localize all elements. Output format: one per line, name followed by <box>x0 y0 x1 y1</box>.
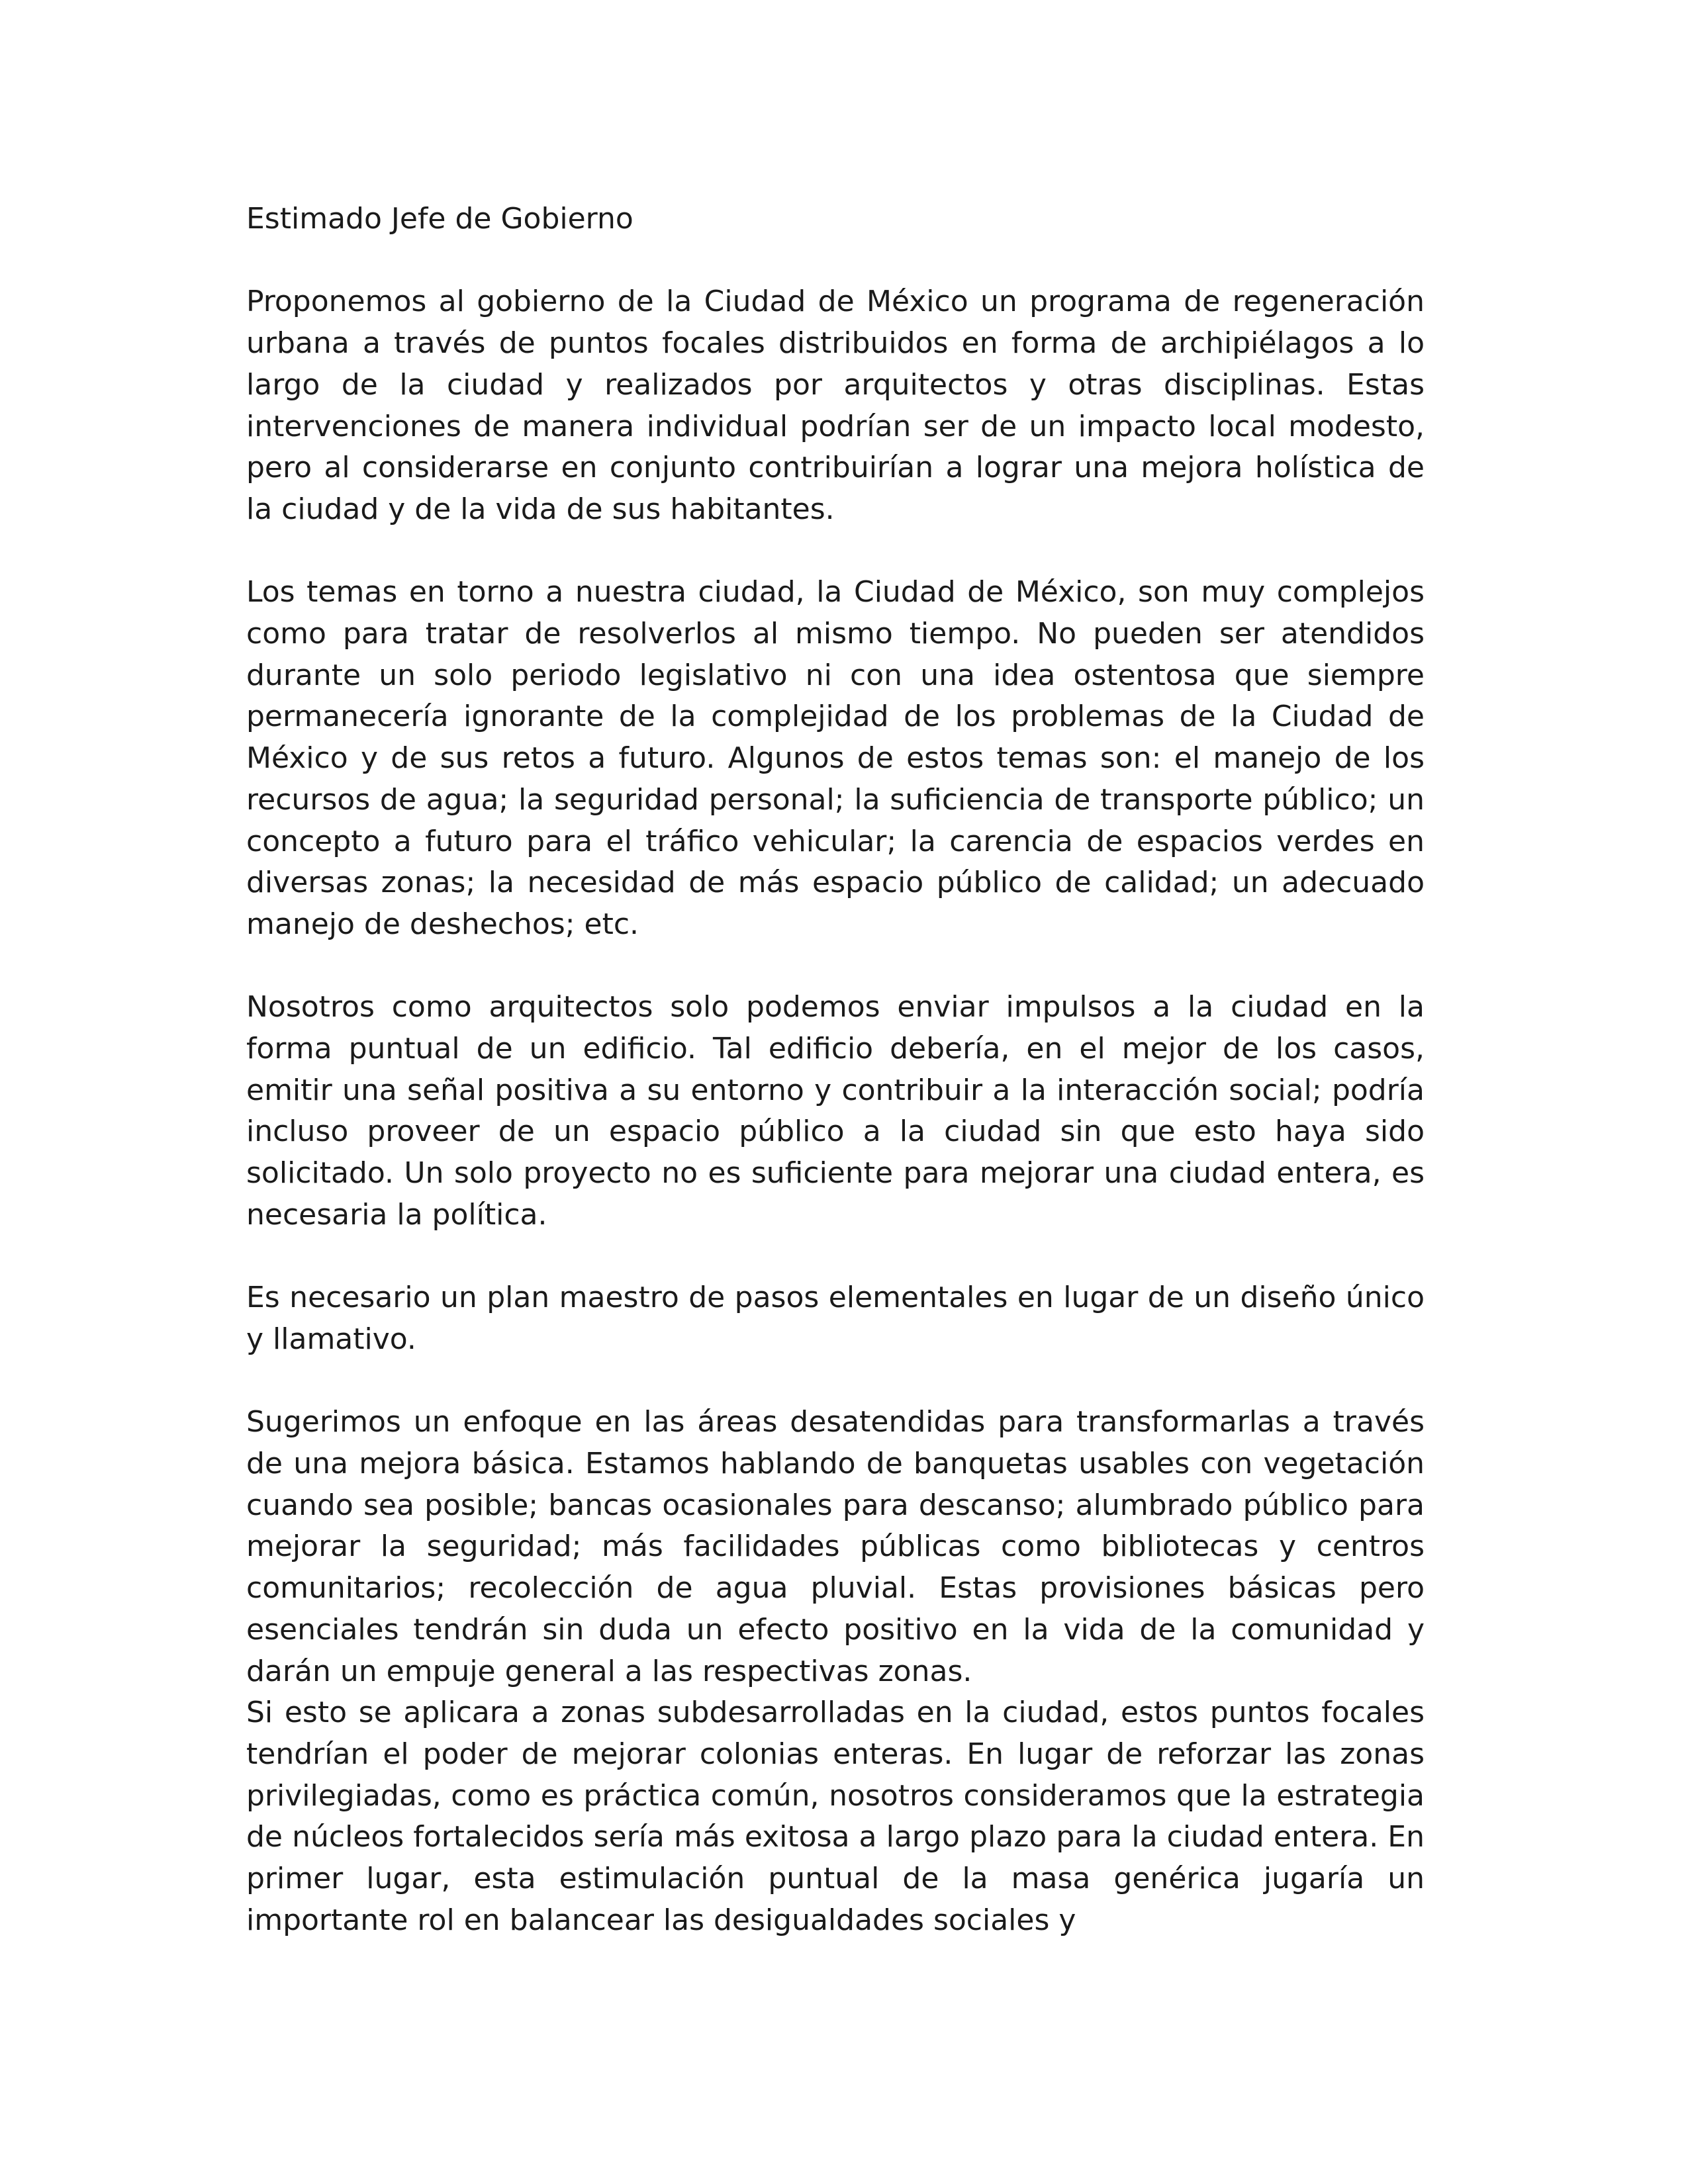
paragraph-4: Es necesario un plan maestro de pasos elementales en lugar de un diseño único y llamativo. <box>246 1281 1425 1356</box>
salutation: Estimado Jefe de Gobierno <box>246 202 633 236</box>
paragraph-1: Proponemos al gobierno de la Ciudad de México un programa de regeneración urbana a través de puntos focales distribuidos en forma de archipiélagos a lo largo de la ciudad y realizados por arquitectos y otras disciplinas. Estas intervenciones de manera individual podrían ser de un impacto local modesto, pero al considerarse en conjunto contribuirían a lograr una mejora holística de la ciudad y de la vida de sus habitantes. <box>246 285 1425 526</box>
letter-body <box>246 199 1425 1941</box>
paragraph-2: Los temas en torno a nuestra ciudad, la Ciudad de México, son muy complejos como para tratar de resolverlos al mismo tiempo. No pueden ser atendidos durante un solo periodo legislativo ni con una idea ostentosa que siempre permanecería ignorante de la complejidad de los problemas de la Ciudad de México y de sus retos a futuro. Algunos de estos temas son: el manejo de los recursos de agua; la seguridad personal; la suficiencia de transporte público; un concepto a futuro para el tráfico vehicular; la carencia de espacios verdes en diversas zonas; la necesidad de más espacio público de calidad; un adecuado manejo de deshechos; etc. <box>246 575 1425 941</box>
paragraph-5: Sugerimos un enfoque en las áreas desatendidas para transformarlas a través de una mejora básica. Estamos hablando de banquetas usables con vegetación cuando sea posible; bancas ocasionales para descanso; alumbrado público para mejorar la seguridad; más facilidades públicas como bibliotecas y centros comunitarios; recolección de agua pluvial. Estas provisiones básicas pero esenciales tendrán sin duda un efecto positivo en la vida de la comunidad y darán un empuje general a las respectivas zonas. <box>246 1405 1425 1688</box>
paragraph-6: Si esto se aplicara a zonas subdesarrolladas en la ciudad, estos puntos focales tendrían el poder de mejorar colonias enteras. En lugar de reforzar las zonas privilegiadas, como es práctica común, nosotros consideramos que la estrategia de núcleos fortalecidos sería más exitosa a largo plazo para la ciudad entera. En primer lugar, esta estimulación puntual de la masa genérica jugaría un importante rol en balancear las desigualdades sociales y <box>246 1696 1425 1937</box>
paragraph-3: Nosotros como arquitectos solo podemos enviar impulsos a la ciudad en la forma puntual de un edificio. Tal edificio debería, en el mejor de los casos, emitir una señal positiva a su entorno y contribuir a la interacción social; podría incluso proveer de un espacio público a la ciudad sin que esto haya sido solicitado. Un solo proyecto no es suficiente para mejorar una ciudad entera, es necesaria la política. <box>246 990 1425 1232</box>
